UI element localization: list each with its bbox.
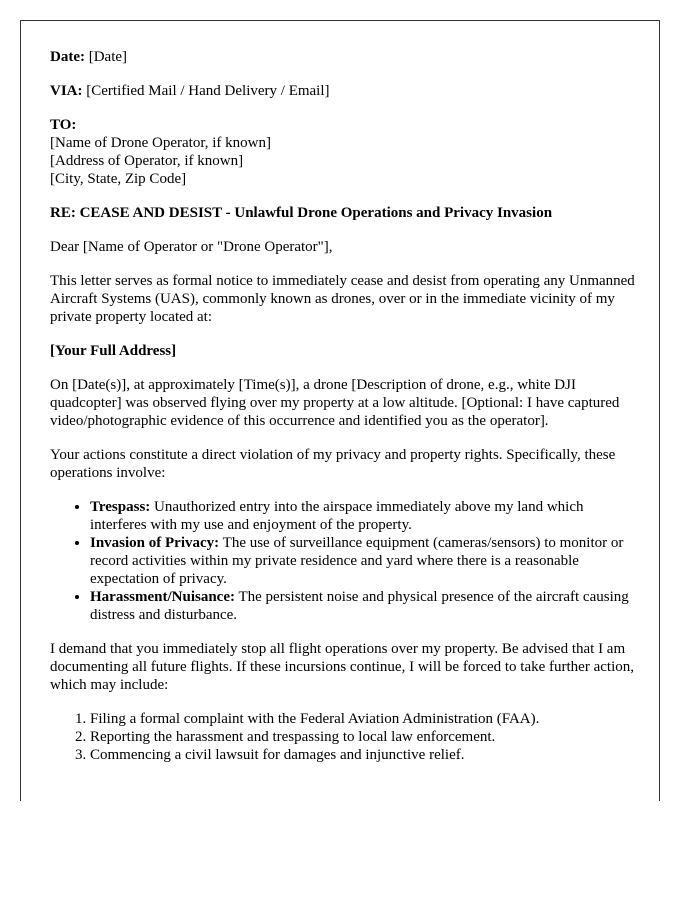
recipient-name: [Name of Drone Operator, if known] [50,135,271,151]
letter-content [50,48,636,780]
violation-text: Unauthorized entry into the airspace immediately above my land which interferes with my use and enjoyment of the property. [90,499,584,533]
list-item [90,534,636,588]
date-label: Date: [50,49,85,65]
date-line [50,48,636,66]
letter-page [20,20,660,801]
recipient-city-state-zip: [City, State, Zip Code] [50,171,187,187]
list-item [90,588,636,624]
violations-list [50,498,636,624]
date-value: [Date] [88,49,128,65]
property-address: [Your Full Address] [50,343,177,359]
recipient-block [50,116,636,188]
via-value: [Certified Mail / Hand Delivery / Email] [86,83,330,99]
incident-paragraph: On [Date(s)], at approximately [Time(s)], a drone [Description of drone, e.g., white DJI quadcopter] was observed flying over my property at a low altitude. [Optional: I have captured video/photographic evidence of this occurrence and identified you as the operator]. [50,377,620,429]
via-line [50,82,636,100]
list-item: 3. Commencing a civil lawsuit for damages and injunctive relief. [90,746,636,764]
via-label: VIA: [50,83,83,99]
list-item: 2. Reporting the harassment and trespassing to local law enforcement. [90,728,636,746]
violation-intro-paragraph: Your actions constitute a direct violation of my privacy and property rights. Specifically, these operations involve: [50,447,616,481]
violation-term: Trespass: [90,499,151,515]
recipient-address: [Address of Operator, if known] [50,153,244,169]
to-label: TO: [50,117,77,133]
salutation: Dear [Name of Operator or "Drone Operator"], [50,239,333,255]
violation-term: Invasion of Privacy: [90,535,220,551]
violation-term: Harassment/Nuisance: [90,589,235,605]
list-item: 1. Filing a formal complaint with the Federal Aviation Administration (FAA). [90,710,636,728]
subject-line: RE: CEASE AND DESIST - Unlawful Drone Operations and Privacy Invasion [50,205,553,221]
violation-text: The persistent noise and physical presence of the aircraft causing distress and disturbance. [90,589,629,623]
actions-list [50,710,636,764]
demand-paragraph: I demand that you immediately stop all flight operations over my property. Be advised that I am documenting all future flights. If these incursions continue, I will be forced to take further action, which may include: [50,641,634,693]
intro-paragraph: This letter serves as formal notice to immediately cease and desist from operating any Unmanned Aircraft Systems (UAS), commonly known as drones, over or in the immediate vicinity of my private property located at: [50,273,635,325]
list-item [90,498,636,534]
violation-text: The use of surveillance equipment (cameras/sensors) to monitor or record activities within my private residence and yard where there is a reasonable expectation of privacy. [90,535,624,587]
